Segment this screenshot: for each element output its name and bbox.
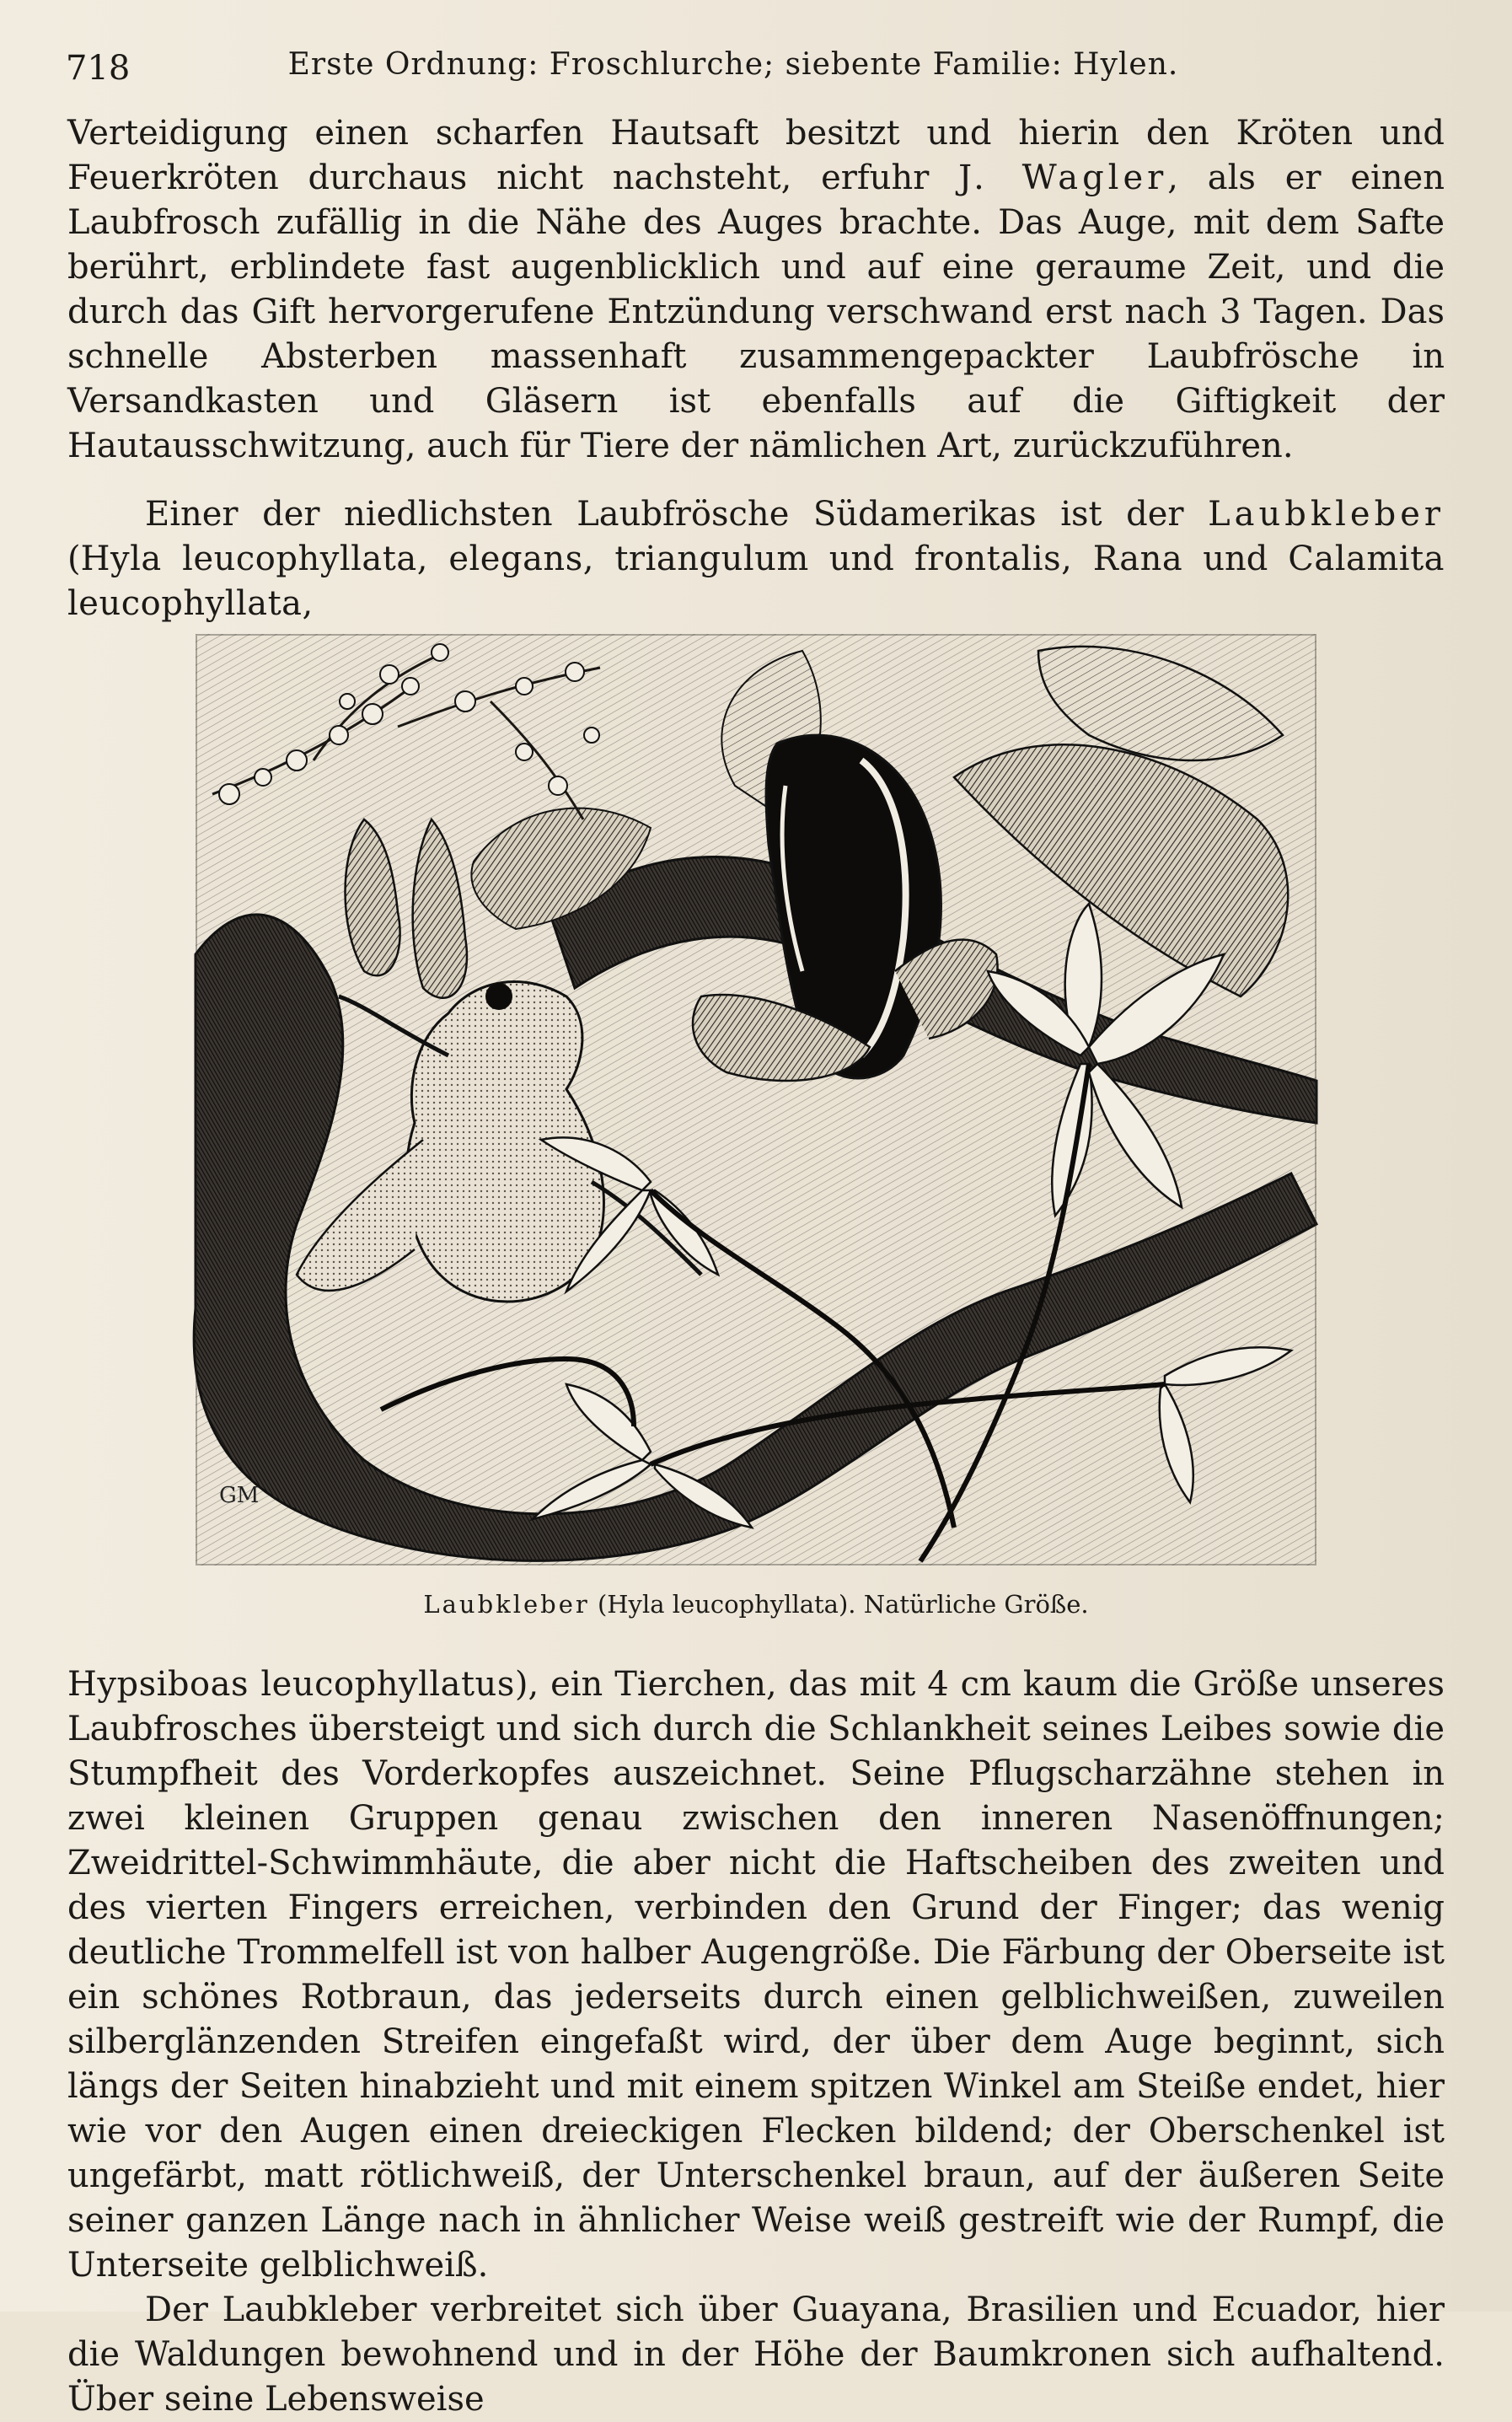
page-number: 718	[66, 49, 131, 88]
paragraph-1-text-a: Verteidigung einen scharfen Hautsaft besitzt und hierin den Kröten und Feuerkröten durchaus nicht nachsteht, erfuhr	[67, 114, 1445, 197]
latin-name-2: frontalis, Rana	[914, 540, 1183, 578]
frog-illustration	[196, 634, 1316, 1565]
page-header	[0, 34, 1512, 101]
caption-latin: (Hyla leucophyllata).	[589, 1590, 864, 1619]
bottom-text-block	[67, 1662, 1445, 2422]
latin-name-4: Hypsiboas leucophyllatus	[67, 1665, 515, 1704]
caption-note: Natürliche Größe.	[863, 1590, 1089, 1619]
paragraph-4	[67, 2288, 1445, 2422]
paragraph-2-text-d: und	[1182, 540, 1289, 578]
figure-caption	[169, 1590, 1343, 1619]
paragraph-2-text-c: und	[808, 540, 914, 578]
top-text-block	[67, 111, 1445, 626]
paragraph-2	[67, 492, 1445, 626]
paragraph-3	[67, 1662, 1445, 2288]
species-common-name: Laubkleber	[1208, 495, 1445, 534]
artist-signature: GM	[219, 1483, 260, 1508]
paragraph-1-text-b: , als er einen Laubfrosch zufällig in die Nähe des Auges brachte. Das Auge, mit dem Safte berührt, erblindete fast augenblicklich und auf eine geraume Zeit, und die durch das Gift hervorgerufene Entzündung verschwand erst nach 3 Tagen. Das schnelle Absterben massenhaft zusammengepackter Laubfrösche in Versandkasten und Gläsern ist ebenfalls auf die Giftigkeit der Hautausschwitzung, auch für Tiere der nämlichen Art, zurückzuführen.	[67, 158, 1445, 465]
caption-name: Laubkleber	[423, 1590, 590, 1619]
paragraph-2-text-a: Einer der niedlichsten Laubfrösche Südamerikas ist der	[145, 495, 1209, 534]
paragraph-3-text: ), ein Tierchen, das mit 4 cm kaum die Größe unseres Laubfrosches übersteigt und sich durch die Schlankheit seines Leibes sowie die Stumpfheit des Vorderkopfes auszeichnet. Seine Pflugscharzähne stehen in zwei kleinen Gruppen genau zwischen den inneren Nasenöffnungen; Zweidrittel-Schwimmhäute, die aber nicht die Haftscheiben des zweiten und des vierten Fingers erreichen, verbinden den Grund der Finger; das wenig deutliche Trommelfell ist von halber Augengröße. Die Färbung der Oberseite ist ein schönes Rotbraun, das jederseits durch einen gelblichweißen, zuweilen silberglänzenden Streifen eingefaßt wird, der über dem Auge beginnt, sich längs der Seiten hinabzieht und mit einem spitzen Winkel am Steiße endet, hier wie vor den Augen einen dreieckigen Flecken bildend; der Oberschenkel ist ungefärbt, matt rötlichweiß, der Unterschenkel braun, auf der äußeren Seite seiner ganzen Länge nach in ähnlicher Weise weiß gestreift wie der Rumpf, die Unterseite gelblichweiß.	[67, 1665, 1445, 2285]
running-head: Erste Ordnung: Froschlurche; siebente Familie: Hylen.	[287, 47, 1179, 82]
person-name: J. Wagler	[958, 158, 1168, 197]
paragraph-1	[67, 111, 1445, 469]
latin-name-3: Calamita leucophyllata,	[67, 540, 1445, 623]
paragraph-2-text-b: (	[67, 540, 81, 578]
paragraph-4-text: Der Laubkleber verbreitet sich über Guayana, Brasilien und Ecuador, hier die Waldungen bewohnend und in der Höhe der Baumkronen sich aufhaltend. Über seine Lebensweise	[67, 2290, 1445, 2419]
latin-name-1: Hyla leucophyllata, elegans, triangulum	[80, 540, 809, 578]
